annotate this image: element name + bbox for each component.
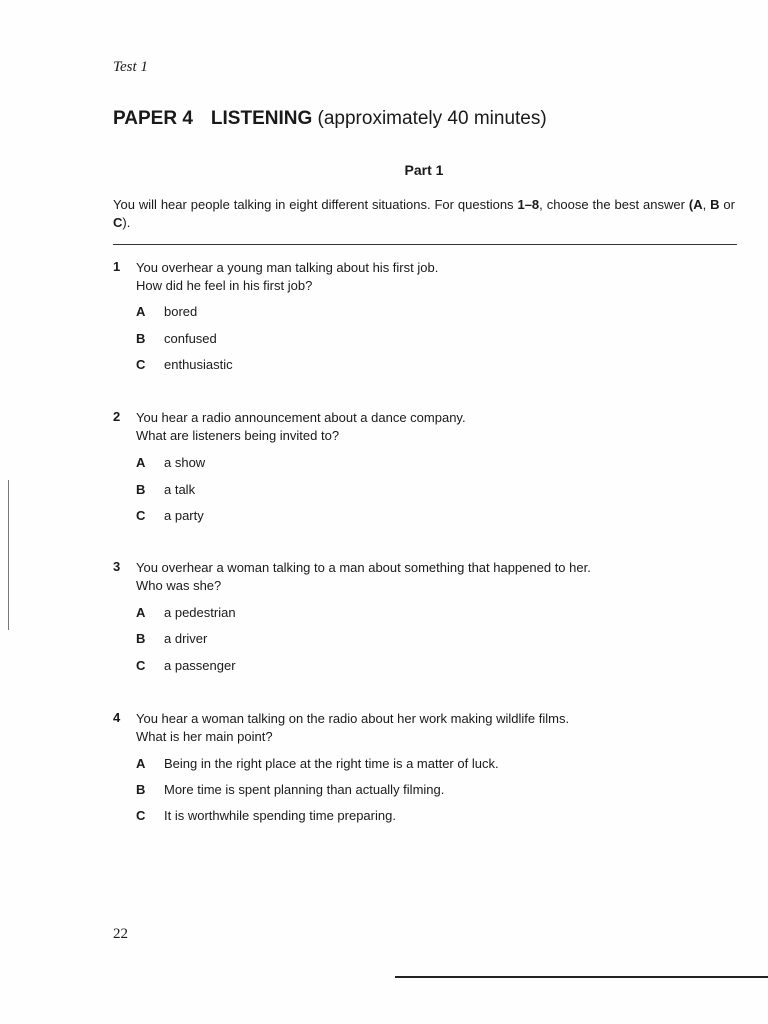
question-context: You hear a woman talking on the radio about her work making wildlife films.: [136, 711, 570, 726]
question-stem: [136, 559, 591, 595]
option-letter-b: B: [710, 197, 720, 212]
part-heading: Part 1: [404, 162, 444, 178]
answer-option[interactable]: [136, 755, 499, 773]
option-text: It is worthwhile spending time preparing.: [164, 808, 396, 823]
question-number: 3: [113, 559, 121, 574]
option-letter: B: [136, 782, 146, 797]
question-stem: [136, 259, 438, 295]
question-context: You overhear a woman talking to a man about something that happened to her.: [136, 560, 591, 575]
option-text: More time is spent planning than actually filming.: [164, 782, 445, 797]
option-text: enthusiastic: [164, 357, 233, 372]
option-text: a talk: [164, 482, 196, 497]
question-stem: [136, 710, 569, 746]
instructions-text: , choose the best answer: [539, 197, 689, 212]
option-letter: A: [136, 304, 146, 319]
question-context: You hear a radio announcement about a dance company.: [136, 410, 466, 425]
paper-label: PAPER 4: [113, 108, 193, 129]
question-prompt: Who was she?: [136, 578, 222, 593]
running-head: Test 1: [113, 59, 148, 75]
option-text: a passenger: [164, 658, 236, 673]
answer-option[interactable]: [136, 604, 236, 622]
question-number: 1: [113, 259, 121, 274]
question-range: 1–8: [517, 197, 540, 212]
question-stem: [136, 409, 466, 445]
instructions-text: You will hear people talking in eight different situations. For questions: [113, 197, 518, 212]
option-letter: C: [136, 808, 146, 823]
option-text: a driver: [164, 631, 208, 646]
option-text: bored: [164, 304, 198, 319]
option-text: a pedestrian: [164, 605, 236, 620]
divider-rule: [113, 244, 737, 245]
option-text: Being in the right place at the right time is a matter of luck.: [164, 756, 499, 771]
question-prompt: How did he feel in his first job?: [136, 278, 313, 293]
answer-option[interactable]: [136, 630, 207, 648]
answer-option[interactable]: [136, 507, 204, 525]
instructions-text: or: [719, 197, 735, 212]
option-text: confused: [164, 331, 217, 346]
duration-text: (approximately 40 minutes): [317, 108, 547, 129]
instructions: [113, 196, 735, 232]
answer-option[interactable]: [136, 303, 197, 321]
section-label: LISTENING: [210, 108, 313, 129]
option-letter: B: [136, 631, 146, 646]
option-letter: A: [136, 605, 146, 620]
question-number: 2: [113, 409, 121, 424]
answer-option[interactable]: [136, 807, 396, 825]
page-number: 22: [113, 926, 128, 942]
answer-option[interactable]: [136, 356, 233, 374]
instructions-text: ).: [122, 215, 131, 230]
question-context: You overhear a young man talking about his first job.: [136, 260, 439, 275]
option-text: a party: [164, 508, 204, 523]
answer-option[interactable]: [136, 330, 217, 348]
question-prompt: What are listeners being invited to?: [136, 428, 340, 443]
option-text: a show: [164, 455, 206, 470]
option-letter-c: C: [113, 215, 123, 230]
option-letter: C: [136, 357, 146, 372]
answer-option[interactable]: [136, 781, 444, 799]
question-prompt: What is her main point?: [136, 729, 273, 744]
option-letter: A: [136, 756, 146, 771]
bottom-rule: [395, 976, 768, 978]
option-letter: A: [136, 455, 146, 470]
answer-option[interactable]: [136, 657, 236, 675]
option-letter: C: [136, 658, 146, 673]
scan-margin-mark: [8, 480, 9, 630]
question-number: 4: [113, 710, 121, 725]
option-letter: B: [136, 331, 146, 346]
option-letter: C: [136, 508, 146, 523]
option-letter-a: (A: [688, 197, 703, 212]
answer-option[interactable]: [136, 481, 195, 499]
paper-title: [113, 108, 547, 130]
option-letter: B: [136, 482, 146, 497]
instructions-text: ,: [702, 197, 711, 212]
answer-option[interactable]: [136, 454, 205, 472]
